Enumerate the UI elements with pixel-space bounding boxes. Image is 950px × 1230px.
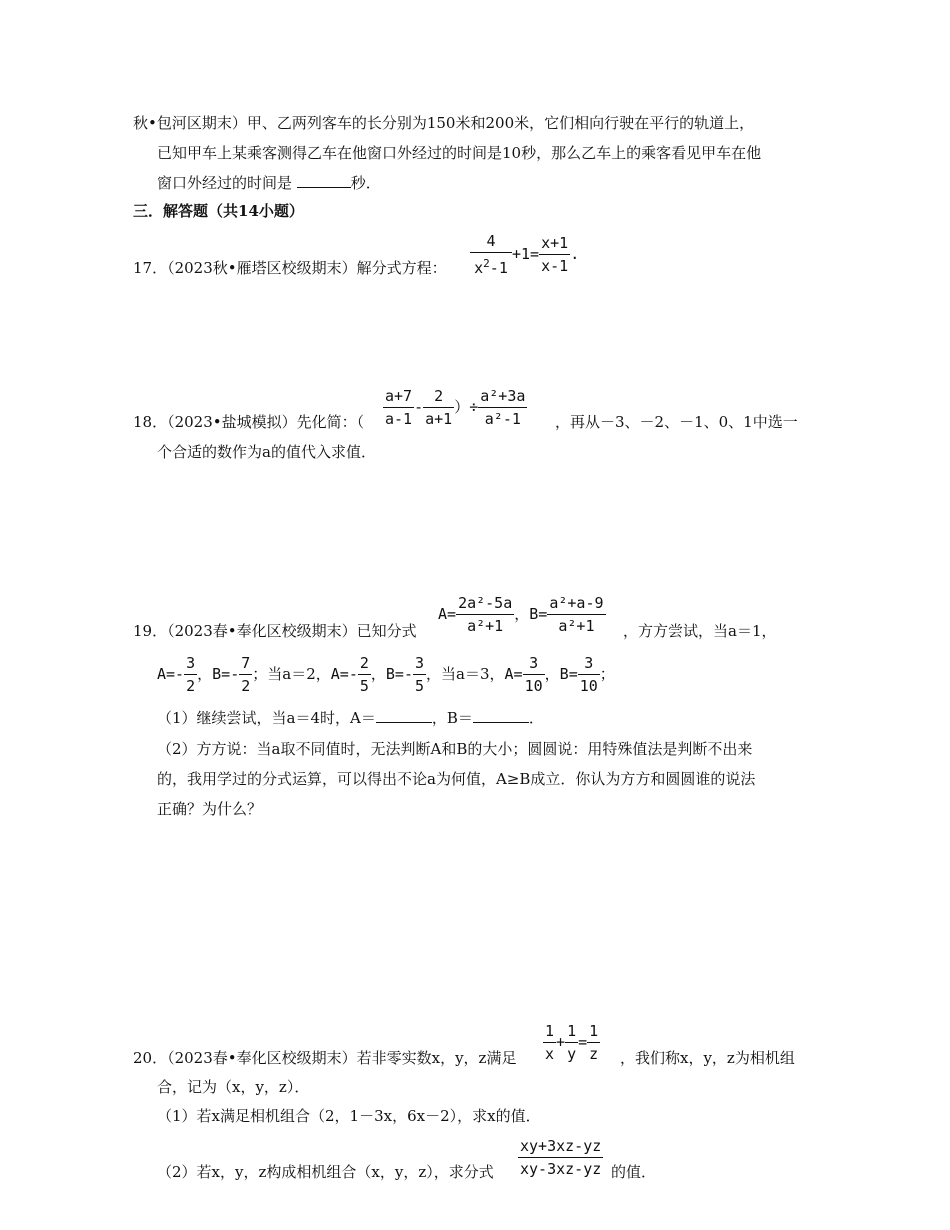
q19-A-label: A= (438, 605, 457, 623)
q18-minus: - (414, 398, 424, 416)
q18-prefix: 18．（2023•盐城模拟）先化简：（ (133, 413, 365, 431)
q19-definitions (438, 592, 606, 637)
q19-when-2: ；当a＝2， (252, 665, 331, 683)
q20-part2-den: xy-3xz-yz (520, 1160, 602, 1178)
q18-frac1-numerator: a+7 (383, 385, 414, 408)
q17-prefix: 17．（2023秋•雁塔区校级期末）解分式方程： (133, 259, 447, 277)
q19-a3-B-num: 3 (578, 652, 600, 675)
q20-frac2-den: y (567, 1045, 577, 1063)
q19-part1 (157, 708, 544, 728)
q17-frac2-numerator: x+1 (539, 232, 570, 255)
q16-line3 (157, 173, 381, 193)
q16-line1 (133, 113, 754, 133)
q20-frac-1 (543, 1020, 556, 1065)
q19-B-numerator: a²+a-9 (547, 592, 605, 615)
q16-answer-blank[interactable] (297, 173, 351, 188)
q19-part1-blank-B[interactable] (473, 708, 529, 723)
q19-a2-A-label: A=- (330, 665, 358, 683)
q19-comma: ， (514, 605, 530, 623)
q16-text-3b: 秒． (350, 174, 381, 192)
q19-part1-text-b: ，B＝ (431, 709, 473, 727)
q19-a2-B-frac (413, 652, 426, 697)
q19-A-fraction (456, 592, 514, 637)
q20-frac-3 (587, 1020, 600, 1065)
q19-sep-2: ， (370, 665, 386, 683)
q20-frac-2 (565, 1020, 578, 1065)
q18-frac3-numerator: a²+3a (478, 385, 527, 408)
q19-A-denominator: a²+1 (467, 617, 504, 635)
q20-equals: = (578, 1033, 588, 1051)
q17-frac1-den-rest: -1 (489, 259, 508, 277)
q16-text-3a: 窗口外经过的时间是 (157, 174, 297, 192)
q19-a2-A-frac (358, 652, 371, 697)
q20-plus: + (556, 1033, 566, 1051)
q19-part1-text-a: （1）继续尝试，当a＝4时，A＝ (157, 709, 376, 727)
q17-frac2-denominator: x-1 (541, 257, 569, 275)
q19-B-fraction (547, 592, 605, 637)
q19-trial-values (157, 652, 615, 697)
q19-a3-A-den: 10 (524, 677, 543, 695)
q20-frac3-den: z (589, 1045, 599, 1063)
q19-a1-B-frac (239, 652, 252, 697)
q19-sep-3: ， (544, 665, 560, 683)
q17-frac1-den-exp: 2 (483, 257, 490, 270)
q19-a3-B-den: 10 (579, 677, 598, 695)
q19-B-denominator: a²+1 (558, 617, 595, 635)
q18-frac2-numerator: 2 (423, 385, 454, 408)
q19-a3-A-num: 3 (523, 652, 545, 675)
q19-a2-A-den: 5 (359, 677, 369, 695)
q19-a1-A-label: A=- (157, 665, 185, 683)
q19-a3-B-frac (578, 652, 600, 697)
q19-a3-B-label: B= (559, 665, 578, 683)
section-3-heading: 三．解答题（共14小题） (133, 202, 304, 220)
q20-part2-frac (518, 1135, 603, 1180)
q18-expression (383, 385, 527, 430)
q19-a1-B-label: B=- (212, 665, 240, 683)
q16-line2 (157, 143, 761, 163)
q19-B-label: B= (529, 605, 548, 623)
q17-fraction-2 (539, 232, 570, 277)
q19-a1-A-num: 3 (184, 652, 197, 675)
q17-fraction-1 (470, 230, 512, 279)
q18-frac3-denominator: a²-1 (484, 410, 521, 428)
q17-frac1-denominator (470, 253, 512, 279)
q17-end: . (570, 245, 580, 263)
q18-frac1-denominator: a-1 (385, 410, 413, 428)
q16-text-1: 秋•包河区期末）甲、乙两列客车的长分别为150米和200米，它们相向行驶在平行的轨道上， (133, 114, 755, 132)
q18-frac2-denominator: a+1 (425, 410, 453, 428)
q20-part2-suffix: 的值． (611, 1163, 657, 1181)
q17-plus-one: +1= (512, 245, 540, 263)
q19-a3-A-label: A= (504, 665, 523, 683)
q20-line2: 合，记为（x，y，z）． (157, 1078, 310, 1096)
q16-text-2: 已知甲车上某乘客测得乙车在他窗口外经过的时间是10秒，那么乙车上的乘客看见甲车在他 (157, 144, 762, 162)
q20-prefix: 20．（2023春•奉化区校级期末）若非零实数x，y，z满足 (133, 1049, 517, 1067)
q19-a1-A-frac (184, 652, 197, 697)
q18-fraction-2 (423, 385, 454, 430)
q19-part1-text-c: ． (528, 709, 544, 727)
q19-part2-line3: 正确？为什么？ (157, 800, 263, 818)
q20-frac1-num: 1 (543, 1020, 556, 1043)
q19-a1-A-den: 2 (186, 677, 196, 695)
q19-part1-blank-A[interactable] (376, 708, 432, 723)
q20-part2-prefix: （2）若x，y，z构成相机组合（x，y，z），求分式 (157, 1163, 494, 1181)
q17-frac1-numerator: 4 (470, 230, 512, 253)
q17-frac1-den-base: x (474, 259, 484, 277)
q19-part2-line1: （2）方方说：当a取不同值时，无法判断A和B的大小；圆圆说：用特殊值法是判断不出来 (157, 740, 753, 758)
q19-a2-A-num: 2 (358, 652, 371, 675)
q19-a2-B-num: 3 (413, 652, 426, 675)
q20-part2-num: xy+3xz-yz (518, 1135, 603, 1158)
q19-a1-B-num: 7 (239, 652, 252, 675)
q20-part2-fraction (518, 1135, 603, 1180)
q20-part1: （1）若x满足相机组合（2，1－3x，6x－2），求x的值． (157, 1107, 541, 1125)
q19-part2-line2: 的，我用学过的分式运算，可以得出不论a为何值，A≥B成立．你认为方方和圆圆谁的说法 (157, 770, 756, 788)
q19-prefix: 19．（2023春•奉化区校级期末）已知分式 (133, 622, 417, 640)
q18-suffix: ，再从－3、－2、－1、0、1中选一 (555, 413, 798, 431)
q18-line2: 个合适的数作为a的值代入求值． (157, 443, 376, 461)
q18-fraction-3 (478, 385, 527, 430)
q19-a3-A-frac (523, 652, 545, 697)
q19-trial-end: ； (599, 665, 615, 683)
q20-frac2-num: 1 (565, 1020, 578, 1043)
q19-when-3: ，当a＝3， (426, 665, 505, 683)
q18-close-divide: ）÷ (454, 398, 479, 416)
q18-fraction-1 (383, 385, 414, 430)
q19-a1-B-den: 2 (241, 677, 251, 695)
q19-a2-B-label: B=- (385, 665, 413, 683)
q19-A-numerator: 2a²-5a (456, 592, 514, 615)
q17-equation (470, 230, 579, 279)
q19-a2-B-den: 5 (415, 677, 425, 695)
q20-suffix: ，我们称x，y，z为相机组 (620, 1049, 795, 1067)
q19-suffix: ，方方尝试，当a＝1， (623, 622, 777, 640)
q20-frac1-den: x (545, 1045, 555, 1063)
q19-sep-1: ， (197, 665, 213, 683)
q20-condition (543, 1020, 600, 1065)
q20-frac3-num: 1 (587, 1020, 600, 1043)
